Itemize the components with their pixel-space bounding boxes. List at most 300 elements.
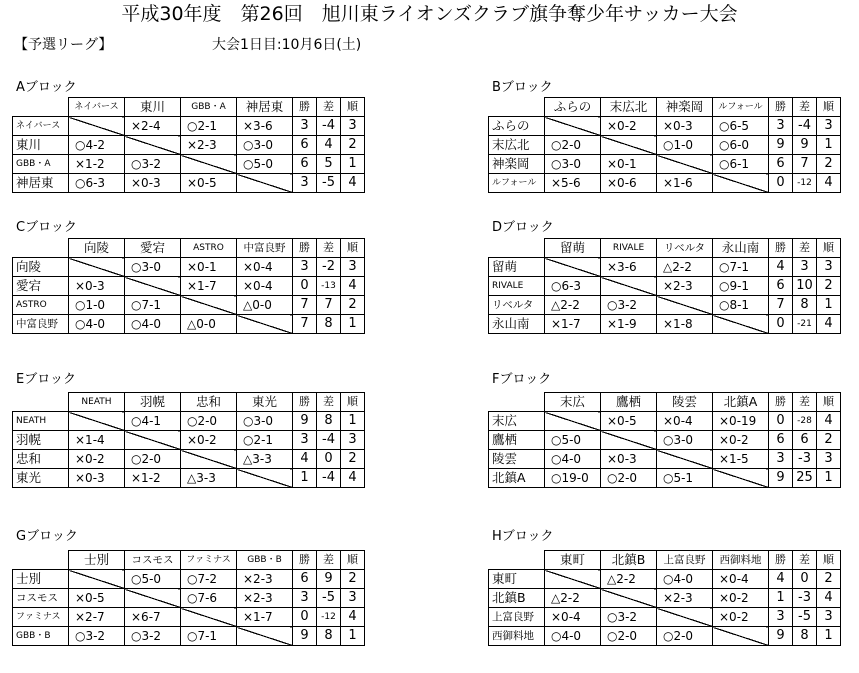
stat-header: 順 [341,98,365,117]
column-team-header: 中富良野 [237,239,293,258]
column-team-header: 東町 [545,551,601,570]
match-result: ×0-19 [713,412,769,431]
match-result: ○7-2 [181,570,237,589]
wins-cell: 3 [293,589,317,608]
diagonal-cell [601,136,657,155]
match-result: ○4-0 [125,315,181,334]
stat-header: 差 [317,393,341,412]
diagonal-cell [237,315,293,334]
row-team-name: コスモス [13,589,69,608]
match-result: ×1-7 [545,315,601,334]
match-result: ×0-2 [69,450,125,469]
table-row [13,627,365,646]
goal-diff-cell: -4 [317,431,341,450]
wins-cell: 9 [769,136,793,155]
block-title: Hブロック [492,529,554,544]
standings-table [488,97,841,193]
stat-header: 差 [317,551,341,570]
diagonal-cell [545,117,601,136]
table-row [13,296,365,315]
table-row [489,315,841,334]
table-header-row [489,239,841,258]
match-result: ○3-2 [601,296,657,315]
match-result: ○5-0 [237,155,293,174]
column-team-header: NEATH [69,393,125,412]
match-result: ○2-0 [125,450,181,469]
date-line: 大会1日目:10月6日(土) [212,37,362,53]
goal-diff-cell: -4 [317,469,341,488]
block-title: Gブロック [16,529,78,544]
match-result: ×5-6 [545,174,601,193]
table-row [13,117,365,136]
stat-header: 順 [817,98,841,117]
row-team-name: 東光 [13,469,69,488]
match-result: ×0-5 [181,174,237,193]
wins-cell: 4 [293,450,317,469]
stat-header: 勝 [769,239,793,258]
rank-cell: 3 [341,589,365,608]
wins-cell: 4 [769,570,793,589]
match-result: ×0-5 [601,412,657,431]
row-team-name: RIVALE [489,277,545,296]
row-team-name: GBB・A [13,155,69,174]
match-result: ○3-2 [125,627,181,646]
rank-cell: 3 [817,258,841,277]
rank-cell: 4 [817,412,841,431]
match-result: ○6-0 [713,136,769,155]
rank-cell: 1 [341,412,365,431]
wins-cell: 6 [769,431,793,450]
standings-table [12,550,365,646]
table-row [489,469,841,488]
diagonal-cell [601,277,657,296]
row-team-name: ファミナス [13,608,69,627]
goal-diff-cell: -3 [793,450,817,469]
column-team-header: ASTRO [181,239,237,258]
table-row [13,589,365,608]
diagonal-cell [545,570,601,589]
rank-cell: 2 [341,570,365,589]
goal-diff-cell: 9 [793,136,817,155]
match-result: ×0-1 [181,258,237,277]
column-team-header: RIVALE [601,239,657,258]
match-result: ×1-7 [237,608,293,627]
match-result: △0-0 [181,315,237,334]
diagonal-cell [237,469,293,488]
section-label: 【予選リーグ】 [14,37,113,53]
match-result: ×2-3 [237,570,293,589]
row-team-name: 中富良野 [13,315,69,334]
diagonal-cell [545,258,601,277]
match-result: ×0-4 [657,412,713,431]
match-result: ×2-3 [181,136,237,155]
row-team-name: 士別 [13,570,69,589]
wins-cell: 0 [769,315,793,334]
table-header-row [489,98,841,117]
wins-cell: 7 [293,296,317,315]
goal-diff-cell: -28 [793,412,817,431]
match-result: ×0-4 [545,608,601,627]
table-row [13,136,365,155]
match-result: ○4-0 [69,315,125,334]
match-result: ×0-2 [181,431,237,450]
goal-diff-cell: 8 [317,315,341,334]
match-result: ×0-4 [713,570,769,589]
page-title: 平成30年度 第26回 旭川東ライオンズクラブ旗争奪少年サッカー大会 [121,3,738,25]
match-result: ○4-0 [545,450,601,469]
row-team-name: 北鎮A [489,469,545,488]
diagonal-cell [657,608,713,627]
row-team-name: 向陵 [13,258,69,277]
match-result: ○3-0 [657,431,713,450]
diagonal-cell [181,608,237,627]
wins-cell: 3 [293,258,317,277]
column-team-header: 陵雲 [657,393,713,412]
corner-cell [489,551,545,570]
match-result: ×1-9 [601,315,657,334]
row-team-name: GBB・B [13,627,69,646]
match-result: ×0-4 [237,258,293,277]
match-result: ○9-1 [713,277,769,296]
row-team-name: 神居東 [13,174,69,193]
match-result: ×0-3 [125,174,181,193]
match-result: ×1-6 [657,174,713,193]
table-row [489,589,841,608]
match-result: △2-2 [545,296,601,315]
diagonal-cell [125,136,181,155]
goal-diff-cell: -13 [317,277,341,296]
table-row [13,277,365,296]
block-title: Cブロック [16,220,77,235]
match-result: ○8-1 [713,296,769,315]
match-result: ×0-3 [69,277,125,296]
goal-diff-cell: 4 [317,136,341,155]
diagonal-cell [69,117,125,136]
table-row [13,174,365,193]
table-row [489,258,841,277]
rank-cell: 1 [817,627,841,646]
row-team-name: 東川 [13,136,69,155]
standings-table [488,238,841,334]
diagonal-cell [713,469,769,488]
match-result: ○6-5 [713,117,769,136]
table-header-row [13,239,365,258]
wins-cell: 6 [769,277,793,296]
match-result: ○3-0 [237,412,293,431]
rank-cell: 2 [817,155,841,174]
row-team-name: 鷹栖 [489,431,545,450]
goal-diff-cell: 7 [317,296,341,315]
wins-cell: 3 [769,117,793,136]
stat-header: 差 [793,551,817,570]
row-team-name: 東町 [489,570,545,589]
diagonal-cell [125,431,181,450]
goal-diff-cell: 0 [793,570,817,589]
rank-cell: 4 [817,589,841,608]
wins-cell: 3 [769,608,793,627]
rank-cell: 2 [341,450,365,469]
diagonal-cell [69,412,125,431]
diagonal-cell [657,155,713,174]
match-result: △3-3 [237,450,293,469]
rank-cell: 4 [341,277,365,296]
match-result: ×0-2 [601,117,657,136]
goal-diff-cell: 5 [317,155,341,174]
wins-cell: 7 [769,296,793,315]
rank-cell: 2 [341,136,365,155]
match-result: ○5-1 [657,469,713,488]
rank-cell: 3 [817,608,841,627]
goal-diff-cell: 25 [793,469,817,488]
match-result: ○6-3 [545,277,601,296]
table-row [13,258,365,277]
diagonal-cell [181,155,237,174]
match-result: ×1-5 [713,450,769,469]
wins-cell: 9 [769,627,793,646]
table-header-row [489,551,841,570]
match-result: △2-2 [657,258,713,277]
column-team-header: GBB・A [181,98,237,117]
column-team-header: 向陵 [69,239,125,258]
goal-diff-cell: 3 [793,258,817,277]
match-result: ×1-2 [69,155,125,174]
table-row [489,296,841,315]
diagonal-cell [601,431,657,450]
table-row [489,117,841,136]
match-result: ○3-2 [601,608,657,627]
rank-cell: 2 [817,277,841,296]
goal-diff-cell: -21 [793,315,817,334]
match-result: ○3-0 [237,136,293,155]
column-team-header: 神居東 [237,98,293,117]
column-team-header: 末広北 [601,98,657,117]
table-row [489,136,841,155]
match-result: ○6-1 [713,155,769,174]
diagonal-cell [713,627,769,646]
goal-diff-cell: 8 [793,627,817,646]
table-row [489,627,841,646]
stat-header: 差 [793,393,817,412]
match-result: ○2-1 [181,117,237,136]
column-team-header: 愛宕 [125,239,181,258]
match-result: ○6-3 [69,174,125,193]
rank-cell: 3 [341,431,365,450]
match-result: ○7-6 [181,589,237,608]
match-result: ×3-6 [601,258,657,277]
rank-cell: 1 [817,469,841,488]
match-result: ×0-3 [657,117,713,136]
table-row [13,608,365,627]
match-result: ○4-0 [657,570,713,589]
rank-cell: 3 [817,117,841,136]
row-team-name: 末広 [489,412,545,431]
match-result: ○4-2 [69,136,125,155]
goal-diff-cell: -12 [317,608,341,627]
row-team-name: ネイバース [13,117,69,136]
match-result: ×2-3 [657,589,713,608]
table-row [13,315,365,334]
row-team-name: 羽幌 [13,431,69,450]
column-team-header: ファミナス [181,551,237,570]
match-result: ×6-7 [125,608,181,627]
rank-cell: 3 [341,258,365,277]
stat-header: 勝 [769,98,793,117]
wins-cell: 6 [293,136,317,155]
row-team-name: 末広北 [489,136,545,155]
block-title: Fブロック [492,372,552,387]
diagonal-cell [69,570,125,589]
goal-diff-cell: -3 [793,589,817,608]
wins-cell: 1 [293,469,317,488]
column-team-header: 留萌 [545,239,601,258]
match-result: ×2-3 [237,589,293,608]
rank-cell: 1 [341,155,365,174]
stat-header: 勝 [769,393,793,412]
wins-cell: 6 [293,155,317,174]
stat-header: 勝 [293,98,317,117]
diagonal-cell [657,450,713,469]
row-team-name: 北鎮B [489,589,545,608]
match-result: ○2-1 [237,431,293,450]
table-row [13,431,365,450]
table-row [13,450,365,469]
stat-header: 差 [793,239,817,258]
table-row [13,570,365,589]
block-title: Aブロック [16,80,77,95]
rank-cell: 2 [341,296,365,315]
rank-cell: 4 [341,608,365,627]
column-team-header: 北鎮A [713,393,769,412]
goal-diff-cell: -5 [317,174,341,193]
stat-header: 勝 [293,551,317,570]
standings-table [12,392,365,488]
row-team-name: 永山南 [489,315,545,334]
goal-diff-cell: -4 [793,117,817,136]
row-team-name: 陵雲 [489,450,545,469]
match-result: ○2-0 [181,412,237,431]
goal-diff-cell: -5 [793,608,817,627]
match-result: ○4-0 [545,627,601,646]
row-team-name: ASTRO [13,296,69,315]
column-team-header: 東川 [125,98,181,117]
match-result: ×0-4 [237,277,293,296]
rank-cell: 4 [817,315,841,334]
match-result: ○2-0 [601,627,657,646]
match-result: ○3-0 [545,155,601,174]
corner-cell [13,551,69,570]
column-team-header: 末広 [545,393,601,412]
row-team-name: 西御料地 [489,627,545,646]
standings-table [12,97,365,193]
match-result: ×0-2 [713,608,769,627]
column-team-header: 羽幌 [125,393,181,412]
stat-header: 差 [793,98,817,117]
table-row [489,174,841,193]
match-result: ○3-2 [69,627,125,646]
rank-cell: 3 [817,450,841,469]
rank-cell: 1 [817,136,841,155]
wins-cell: 0 [293,277,317,296]
diagonal-cell [181,296,237,315]
stat-header: 順 [817,239,841,258]
table-header-row [13,551,365,570]
column-team-header: ネイバース [69,98,125,117]
stat-header: 順 [817,393,841,412]
goal-diff-cell: 7 [793,155,817,174]
goal-diff-cell: 8 [793,296,817,315]
match-result: △0-0 [237,296,293,315]
rank-cell: 2 [817,570,841,589]
corner-cell [489,393,545,412]
block-title: Dブロック [492,220,554,235]
row-team-name: 愛宕 [13,277,69,296]
rank-cell: 3 [341,117,365,136]
match-result: ○1-0 [657,136,713,155]
match-result: ×0-3 [69,469,125,488]
standings-table [12,238,365,334]
column-team-header: 忠和 [181,393,237,412]
table-row [489,570,841,589]
goal-diff-cell: -12 [793,174,817,193]
row-team-name: 忠和 [13,450,69,469]
column-team-header: 永山南 [713,239,769,258]
match-result: ○5-0 [125,570,181,589]
table-row [489,431,841,450]
table-header-row [489,393,841,412]
stat-header: 差 [317,98,341,117]
corner-cell [489,98,545,117]
rank-cell: 1 [817,296,841,315]
match-result: ×2-7 [69,608,125,627]
wins-cell: 9 [769,469,793,488]
wins-cell: 4 [769,258,793,277]
block-title: Bブロック [492,80,553,95]
wins-cell: 9 [293,412,317,431]
column-team-header: 東光 [237,393,293,412]
rank-cell: 4 [341,469,365,488]
goal-diff-cell: 10 [793,277,817,296]
block-title: Eブロック [16,372,76,387]
wins-cell: 6 [293,570,317,589]
stat-header: 勝 [769,551,793,570]
wins-cell: 3 [293,431,317,450]
match-result: △2-2 [601,570,657,589]
goal-diff-cell: 6 [793,431,817,450]
match-result: ○2-0 [545,136,601,155]
wins-cell: 0 [293,608,317,627]
diagonal-cell [713,174,769,193]
row-team-name: NEATH [13,412,69,431]
goal-diff-cell: 0 [317,450,341,469]
diagonal-cell [237,627,293,646]
column-team-header: 上富良野 [657,551,713,570]
corner-cell [13,239,69,258]
column-team-header: ふらの [545,98,601,117]
match-result: ×0-2 [713,431,769,450]
corner-cell [489,239,545,258]
column-team-header: 鷹栖 [601,393,657,412]
table-header-row [13,393,365,412]
match-result: ○19-0 [545,469,601,488]
table-header-row [13,98,365,117]
wins-cell: 6 [769,155,793,174]
column-team-header: コスモス [125,551,181,570]
goal-diff-cell: -5 [317,589,341,608]
match-result: ○7-1 [181,627,237,646]
match-result: ○4-1 [125,412,181,431]
wins-cell: 9 [293,627,317,646]
table-row [489,155,841,174]
